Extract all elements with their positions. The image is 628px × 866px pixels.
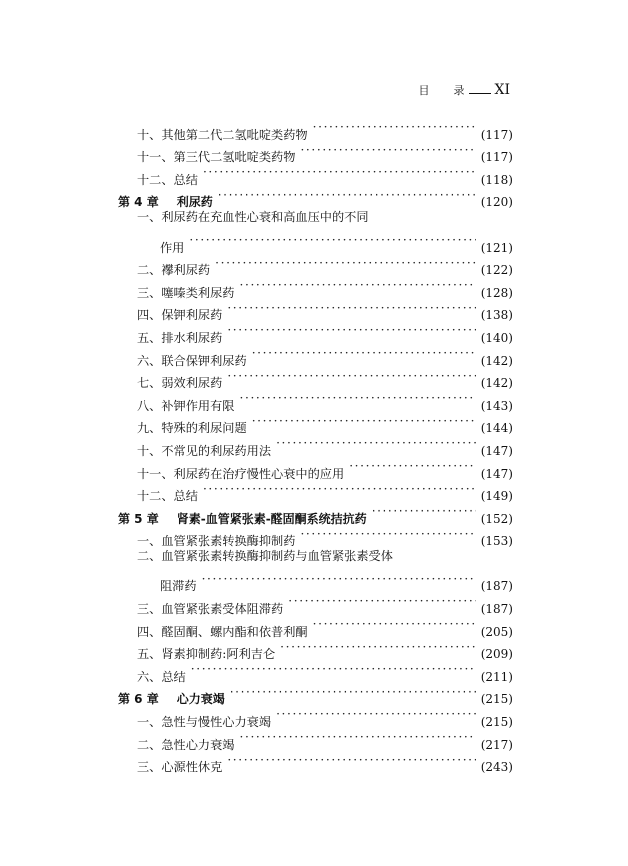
dot-leader — [227, 365, 475, 388]
dot-leader — [227, 297, 475, 320]
dot-leader — [252, 410, 476, 433]
toc-page-number: (149) — [480, 489, 513, 504]
toc-entry-title: 五、肾素抑制药:阿利吉仑 — [137, 647, 276, 662]
toc-page-number: (187) — [480, 579, 513, 594]
toc-entry-title: 十一、第三代二氢吡啶类药物 — [137, 150, 296, 165]
toc-entry-title: 七、弱效利尿药 — [137, 376, 223, 391]
dot-leader — [252, 342, 476, 365]
toc-entry[interactable] — [118, 297, 513, 323]
toc-page-number: (187) — [480, 602, 513, 617]
toc-page-number: (117) — [480, 150, 513, 165]
chapter-number: 第 4 章 — [118, 195, 159, 210]
toc-chapter-entry[interactable] — [118, 681, 513, 707]
toc-entry-title: 二、急性心力衰竭 — [137, 737, 235, 752]
toc-entry-title: 十、不常见的利尿药用法 — [137, 443, 272, 458]
toc-entry-title: 十、其他第二代二氢吡啶类药物 — [137, 127, 308, 142]
toc-entry[interactable] — [118, 432, 513, 458]
toc-entry[interactable] — [118, 206, 513, 229]
toc-entry-title: 一、利尿药在充血性心衰和高血压中的不同 — [137, 210, 369, 225]
dot-leader — [227, 319, 475, 342]
toc-page-number: (128) — [480, 285, 513, 300]
dot-leader — [280, 636, 476, 659]
toc-entry[interactable] — [118, 726, 513, 752]
toc-page-number: (147) — [480, 443, 513, 458]
page-numeral: XI — [494, 82, 510, 98]
dot-leader — [189, 229, 475, 252]
toc-entry-title: 八、补钾作用有限 — [137, 398, 235, 413]
dot-leader — [288, 590, 475, 613]
toc-page-number: (205) — [480, 624, 513, 639]
toc-entry[interactable] — [118, 410, 513, 436]
toc-page-number: (209) — [480, 647, 513, 662]
toc-page-number: (215) — [480, 715, 513, 730]
header-left-char: 目 — [418, 84, 430, 97]
toc-entry-title: 一、血管紧张素转换酶抑制药 — [137, 534, 296, 549]
table-of-contents — [118, 116, 513, 775]
toc-page-number: (147) — [480, 466, 513, 481]
toc-entry-title: 十二、总结 — [137, 489, 198, 504]
toc-entry-title: 三、心源性休克 — [137, 760, 223, 775]
toc-entry-title: 十二、总结 — [137, 172, 198, 187]
toc-entry-title: 三、噻嗪类利尿药 — [137, 285, 235, 300]
dot-leader — [202, 568, 476, 591]
dot-leader — [240, 387, 476, 410]
toc-entry[interactable] — [118, 116, 513, 142]
toc-page-number: (153) — [480, 534, 513, 549]
toc-entry-title: 一、急性与慢性心力衰竭 — [137, 715, 272, 730]
toc-page-number: (120) — [480, 195, 513, 210]
header-dash — [469, 93, 491, 94]
toc-page-number: (142) — [480, 376, 513, 391]
dot-leader — [203, 478, 476, 501]
toc-entry[interactable] — [118, 658, 513, 684]
toc-entry[interactable] — [118, 590, 513, 617]
toc-entry[interactable] — [118, 568, 513, 594]
toc-entry-title: 六、总结 — [137, 669, 186, 684]
chapter-title: 肾素-血管紧张素-醛固酮系统拮抗药 — [176, 511, 367, 526]
dot-leader — [276, 432, 476, 455]
toc-entry-title: 二、血管紧张素转换酶抑制药与血管紧张素受体 — [137, 549, 393, 564]
dot-leader — [218, 184, 476, 207]
toc-page-number: (143) — [480, 398, 513, 413]
toc-entry-title: 九、特殊的利尿问题 — [137, 421, 247, 436]
chapter-title: 利尿药 — [176, 195, 213, 210]
toc-entry-title: 四、醛固酮、螺内酯和依普利酮 — [137, 624, 308, 639]
chapter-number: 第 5 章 — [118, 511, 159, 526]
dot-leader — [313, 116, 476, 139]
toc-page-number: (118) — [480, 172, 513, 187]
toc-entry[interactable] — [118, 545, 513, 568]
toc-entry-title: 作用 — [160, 240, 185, 255]
dot-leader — [240, 726, 476, 749]
toc-entry[interactable] — [118, 365, 513, 391]
toc-entry[interactable] — [118, 455, 513, 481]
toc-entry-title: 二、襻利尿药 — [137, 263, 211, 278]
toc-page-number: (122) — [480, 263, 513, 278]
dot-leader — [191, 658, 476, 681]
toc-page-number: (152) — [480, 511, 513, 526]
toc-page-number: (140) — [480, 330, 513, 345]
toc-page-number: (243) — [480, 760, 513, 775]
dot-leader — [300, 523, 475, 546]
dot-leader — [372, 500, 476, 523]
toc-entry[interactable] — [118, 387, 513, 413]
dot-leader — [230, 681, 476, 704]
toc-entry-title: 五、排水利尿药 — [137, 330, 223, 345]
toc-entry[interactable] — [118, 319, 513, 345]
running-header — [419, 82, 511, 98]
dot-leader — [240, 274, 476, 297]
toc-chapter-entry[interactable] — [118, 184, 513, 210]
toc-entry[interactable] — [118, 342, 513, 368]
dot-leader — [349, 455, 476, 478]
chapter-number: 第 6 章 — [118, 692, 159, 707]
toc-page-number: (144) — [480, 421, 513, 436]
toc-entry-title: 四、保钾利尿药 — [137, 308, 223, 323]
toc-page-number: (211) — [480, 669, 513, 684]
dot-leader — [203, 161, 476, 184]
toc-entry-title: 六、联合保钾利尿药 — [137, 353, 247, 368]
header-right-char: 录 — [453, 84, 465, 97]
toc-entry[interactable] — [118, 274, 513, 300]
toc-entry-title: 阻滞药 — [160, 579, 197, 594]
toc-entry[interactable] — [118, 523, 513, 549]
toc-page-number: (142) — [480, 353, 513, 368]
toc-entry[interactable] — [118, 139, 513, 165]
toc-page-number: (121) — [480, 240, 513, 255]
dot-leader — [215, 252, 476, 275]
toc-entry[interactable] — [118, 478, 513, 504]
toc-entry[interactable] — [118, 636, 513, 662]
toc-entry[interactable] — [118, 229, 513, 255]
toc-chapter-entry[interactable] — [118, 500, 513, 526]
toc-page-number: (117) — [480, 127, 513, 142]
chapter-title: 心力衰竭 — [176, 692, 225, 707]
toc-entry[interactable] — [118, 749, 513, 775]
toc-page-number: (217) — [480, 737, 513, 752]
toc-page-number: (215) — [480, 692, 513, 707]
dot-leader — [300, 139, 475, 162]
toc-entry-title: 三、血管紧张素受体阻滞药 — [137, 602, 284, 617]
toc-entry-title: 十一、利尿药在治疗慢性心衰中的应用 — [137, 466, 345, 481]
toc-entry[interactable] — [118, 252, 513, 278]
toc-entry[interactable] — [118, 161, 513, 187]
toc-page-number: (138) — [480, 308, 513, 323]
toc-entry[interactable] — [118, 703, 513, 730]
dot-leader — [313, 613, 476, 636]
dot-leader — [227, 749, 475, 772]
dot-leader — [276, 703, 476, 726]
toc-entry[interactable] — [118, 613, 513, 639]
